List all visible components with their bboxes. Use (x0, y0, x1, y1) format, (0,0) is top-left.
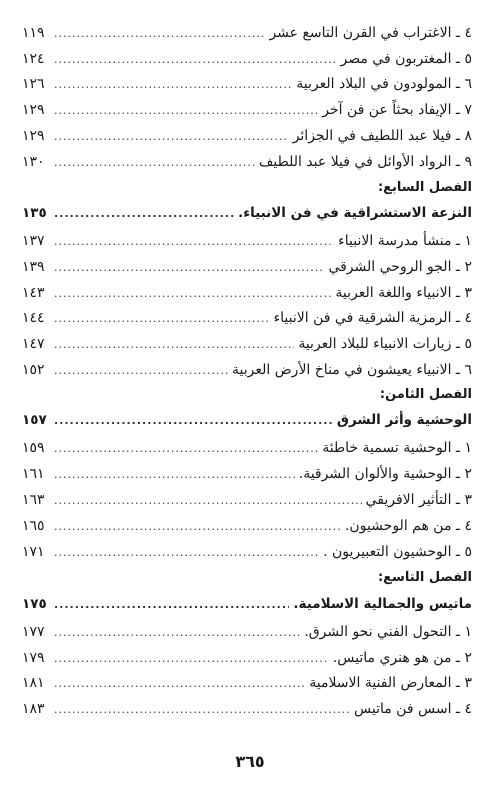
toc-entry (22, 231, 472, 252)
chapter-title-entry (22, 594, 472, 615)
toc-entry (22, 334, 472, 355)
entry-page: ١٦٥ (22, 518, 45, 534)
entry-title: ٥ ـ زيارات الانبياء للبلاد العربية (298, 336, 472, 352)
toc-entry (22, 257, 472, 278)
entry-title: ٤ ـ الرمزية الشرقية في فن الانبياء (273, 310, 472, 326)
entry-title: ١ ـ منشأ مدرسة الانبياء (338, 233, 472, 249)
toc-entry (22, 283, 472, 304)
toc-entry (22, 308, 472, 329)
toc-entry (22, 100, 472, 121)
dot-leader (54, 491, 362, 511)
entry-title: الوحشية وأثر الشرق (336, 412, 472, 428)
toc-entry (22, 542, 472, 563)
toc-entry (22, 152, 472, 173)
entry-title: ٢ ـ الجو الروحي الشرقي (328, 259, 472, 275)
entry-title: ٣ ـ المعارض الفنية الاسلامية (309, 675, 472, 691)
toc-entry (22, 648, 472, 669)
entry-title: ٢ ـ من هو هنري ماتيس. (332, 650, 472, 666)
entry-page: ١٧٧ (22, 624, 45, 640)
entry-page: ١٧٩ (22, 650, 45, 666)
entry-page: ١٥٢ (22, 362, 45, 378)
entry-page: ١٥٧ (22, 412, 47, 428)
chapter-title-entry (22, 203, 472, 224)
dot-leader (54, 204, 234, 224)
entry-title: ٥ ـ الوحشيون التعبيريون . (323, 544, 472, 560)
dot-leader (54, 24, 265, 44)
entry-page: ١٢٦ (22, 76, 45, 92)
entry-title: ٦ ـ الانبياء يعيشون في مناخ الأرض العربية (232, 362, 472, 378)
dot-leader (54, 75, 292, 95)
entry-page: ١٨١ (22, 675, 45, 691)
dot-leader (54, 543, 319, 563)
entry-title: ٣ ـ الانبياء واللغة العربية (335, 285, 472, 301)
toc-entry (22, 673, 472, 694)
dot-leader (54, 623, 300, 643)
chapter-heading: الفصل السابع: (377, 180, 472, 195)
chapter-title-entry (22, 410, 472, 431)
entry-page: ١٦٣ (22, 492, 45, 508)
dot-leader (54, 335, 294, 355)
entry-page: ١٣٠ (22, 154, 45, 170)
dot-leader (54, 127, 289, 147)
entry-title: ١ ـ الوحشية تسمية خاطئة (322, 440, 472, 456)
dot-leader (54, 258, 324, 278)
entry-title: النزعة الاستشراقية في فن الانبياء. (238, 205, 472, 221)
entry-page: ١٢٤ (22, 51, 45, 67)
entry-page: ١٧١ (22, 544, 45, 560)
toc-entry (22, 126, 472, 147)
chapter-heading: الفصل الثامن: (379, 387, 472, 402)
dot-leader (54, 153, 255, 173)
dot-leader (54, 309, 270, 329)
entry-title: ٤ ـ اسس فن ماتيس (354, 701, 472, 717)
page-number: ٣٦٥ (235, 752, 265, 771)
entry-title: ٦ ـ المولودون في البلاد العربية (296, 76, 472, 92)
toc-entry (22, 74, 472, 95)
entry-page: ١٤٧ (22, 336, 45, 352)
dot-leader (54, 232, 334, 252)
entry-page: ١٤٣ (22, 285, 45, 301)
toc-entry (22, 490, 472, 511)
entry-title: ٧ ـ الإيفاد بحثاً عن فن آخر (322, 102, 472, 118)
dot-leader (54, 439, 318, 459)
toc-entry (22, 438, 472, 459)
dot-leader (54, 361, 228, 381)
entry-title: ٢ ـ الوحشية والألوان الشرقية. (298, 466, 472, 482)
dot-leader (54, 284, 331, 304)
dot-leader (54, 517, 341, 537)
entry-page: ١٤٤ (22, 310, 45, 326)
entry-title: ٣ ـ التأثير الافريقي (365, 492, 472, 508)
entry-page: ١٢٩ (22, 102, 45, 118)
entry-title: ٥ ـ المغتربون في مصر (340, 51, 472, 67)
entry-page: ١٦١ (22, 466, 45, 482)
chapter-heading: الفصل التاسع: (377, 570, 472, 585)
entry-page: ١٨٣ (22, 701, 45, 717)
entry-title: ٤ ـ من هم الوحشيون. (344, 518, 472, 534)
entry-page: ١٢٩ (22, 128, 45, 144)
dot-leader (54, 50, 336, 70)
toc-entry (22, 464, 472, 485)
toc-entry (22, 23, 472, 44)
entry-page: ١٥٩ (22, 440, 45, 456)
dot-leader (54, 700, 350, 720)
toc-entry (22, 622, 472, 643)
dot-leader (54, 465, 295, 485)
entry-title: ٨ ـ فيلا عبد اللطيف في الجزائر (292, 128, 472, 144)
entry-title: ٩ ـ الرواد الأوائل في فيلا عبد اللطيف (258, 154, 472, 170)
dot-leader (54, 649, 329, 669)
dot-leader (54, 411, 333, 431)
entry-page: ١٣٩ (22, 259, 45, 275)
dot-leader (54, 674, 305, 694)
entry-title: ٤ ـ الاغتراب في القرن التاسع عشر (269, 25, 472, 41)
entry-page: ١٣٧ (22, 233, 45, 249)
toc-entry (22, 49, 472, 70)
entry-page: ١٧٥ (22, 596, 47, 612)
toc-entry (22, 360, 472, 381)
entry-title: ١ ـ التحول الفني نحو الشرق. (304, 624, 472, 640)
dot-leader (54, 595, 289, 615)
entry-page: ١٣٥ (22, 205, 47, 221)
dot-leader (54, 101, 318, 121)
entry-page: ١١٩ (22, 25, 45, 41)
entry-title: ماتيس والجمالية الاسلامية. (293, 596, 472, 612)
toc-entry (22, 699, 472, 720)
toc-entry (22, 516, 472, 537)
